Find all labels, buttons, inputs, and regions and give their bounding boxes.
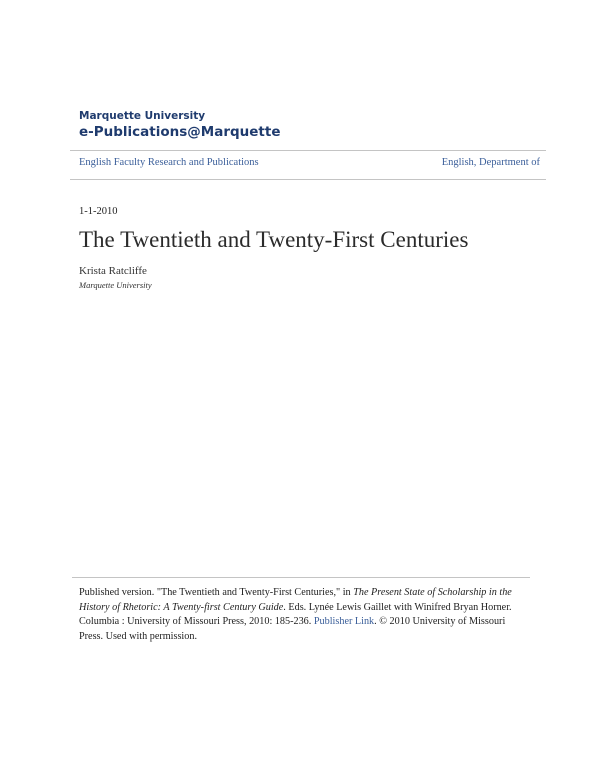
publication-date: 1-1-2010 <box>79 206 118 217</box>
institution-header <box>79 110 281 140</box>
institution-name[interactable]: Marquette University <box>79 110 206 122</box>
citation-prefix: Published version. "The Twentieth and Twenty-First Centuries," in <box>79 587 354 598</box>
citation-divider <box>72 577 530 578</box>
repository-name[interactable]: e-Publications@Marquette <box>79 124 281 140</box>
citation-text <box>79 586 529 644</box>
citation-suffix: . © 2010 University of Missouri Press. Used with permission. <box>79 616 506 642</box>
author-affiliation: Marquette University <box>79 280 152 290</box>
citation-middle: . Eds. Lynée Lewis Gaillet with Winifred Bryan Horner. Columbia : University of Missouri Press, 2010: 185-236. <box>79 601 512 627</box>
author-name[interactable]: Krista Ratcliffe <box>79 265 147 277</box>
department-link[interactable]: English, Department of <box>441 157 540 168</box>
citation-book-title: The Present State of Scholarship in the History of Rhetoric: A Twenty-first Century Guide <box>79 587 512 613</box>
collection-link[interactable]: English Faculty Research and Publications <box>79 157 259 168</box>
middle-divider <box>70 179 546 180</box>
publisher-link[interactable]: Publisher Link <box>313 616 375 627</box>
article-title: The Twentieth and Twenty-First Centuries <box>79 227 469 252</box>
top-divider <box>70 150 546 151</box>
